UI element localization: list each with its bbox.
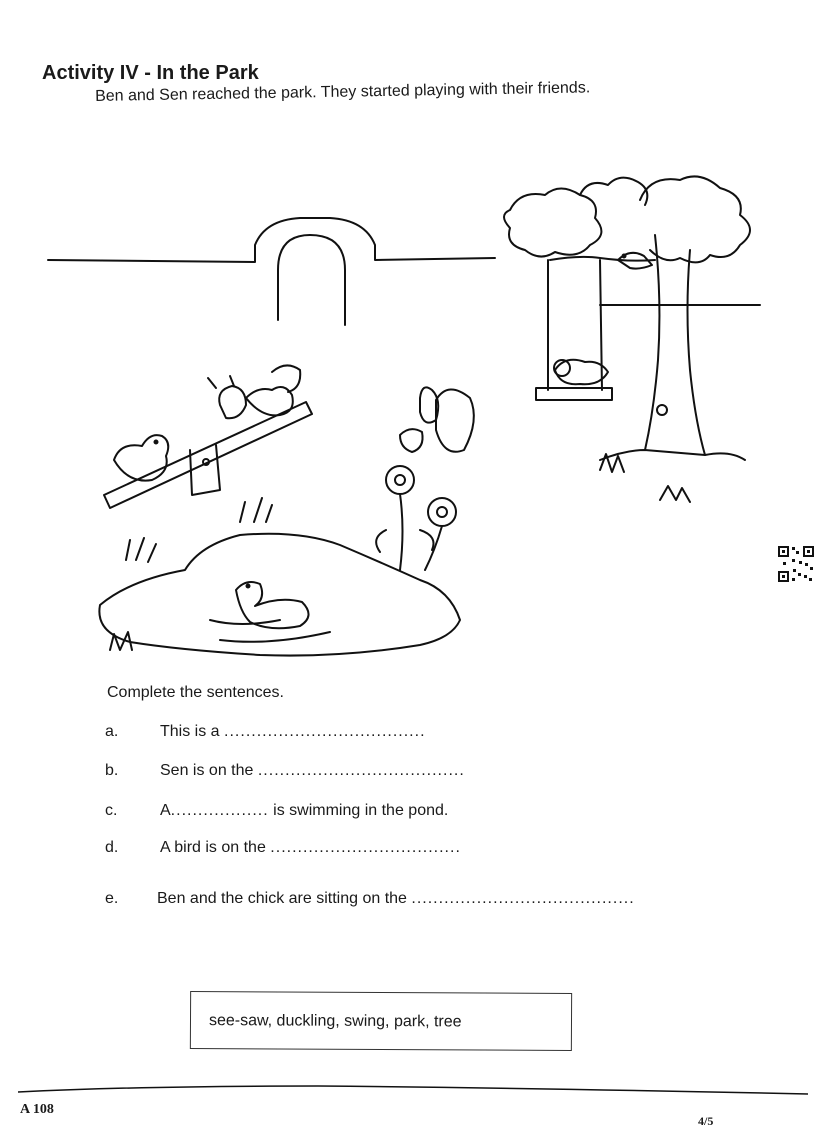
sentence-text: A bird is on the — [160, 839, 266, 856]
sentence-text: This is a — [160, 723, 220, 740]
park-gate-arch — [48, 218, 760, 325]
sentence-text: Sen is on the — [160, 762, 254, 779]
word-list: see-saw, duckling, swing, park, tree — [208, 1012, 462, 1031]
sentence-e — [105, 890, 705, 914]
sentence-text: A — [160, 802, 171, 819]
pond-illustration — [99, 534, 460, 656]
park-illustration — [40, 150, 800, 670]
answer-blank[interactable]: ................................... — [270, 839, 461, 856]
qr-code — [777, 545, 815, 583]
answer-blank[interactable]: ..................................... — [224, 723, 426, 740]
paper-code: A 108 — [20, 1102, 54, 1117]
sentence-label: b. — [105, 762, 119, 779]
word-box — [190, 991, 572, 1051]
sentence-c — [105, 802, 705, 826]
instruction-text: Complete the sentences. — [107, 684, 284, 701]
sentence-label: a. — [105, 723, 119, 740]
butterfly-illustration — [400, 387, 474, 452]
answer-blank[interactable]: ...................................... — [257, 762, 465, 779]
sentence-label: c. — [105, 802, 118, 819]
sentence-b — [105, 762, 705, 786]
swing-illustration — [536, 260, 612, 400]
sentence-text: Ben and the chick are sitting on the — [157, 890, 407, 907]
activity-title: Activity IV - In the Park — [42, 62, 259, 84]
sentence-label: e. — [105, 890, 119, 907]
flowers-illustration — [240, 466, 456, 570]
answer-blank[interactable]: ......................................... — [411, 890, 635, 907]
see-saw-illustration — [104, 365, 312, 508]
answer-blank[interactable]: .................. — [170, 802, 269, 819]
sentence-d — [105, 839, 705, 863]
footer-rule — [18, 1082, 808, 1098]
sentence-rest: is swimming in the pond. — [273, 802, 449, 819]
page-number: 4/5 — [698, 1114, 714, 1128]
sentence-a — [105, 723, 705, 747]
tree-illustration — [504, 176, 750, 460]
grass-illustration — [110, 454, 690, 650]
intro-text: Ben and Sen reached the park. They started playing with their friends. — [95, 79, 591, 105]
sentence-label: d. — [105, 839, 119, 856]
